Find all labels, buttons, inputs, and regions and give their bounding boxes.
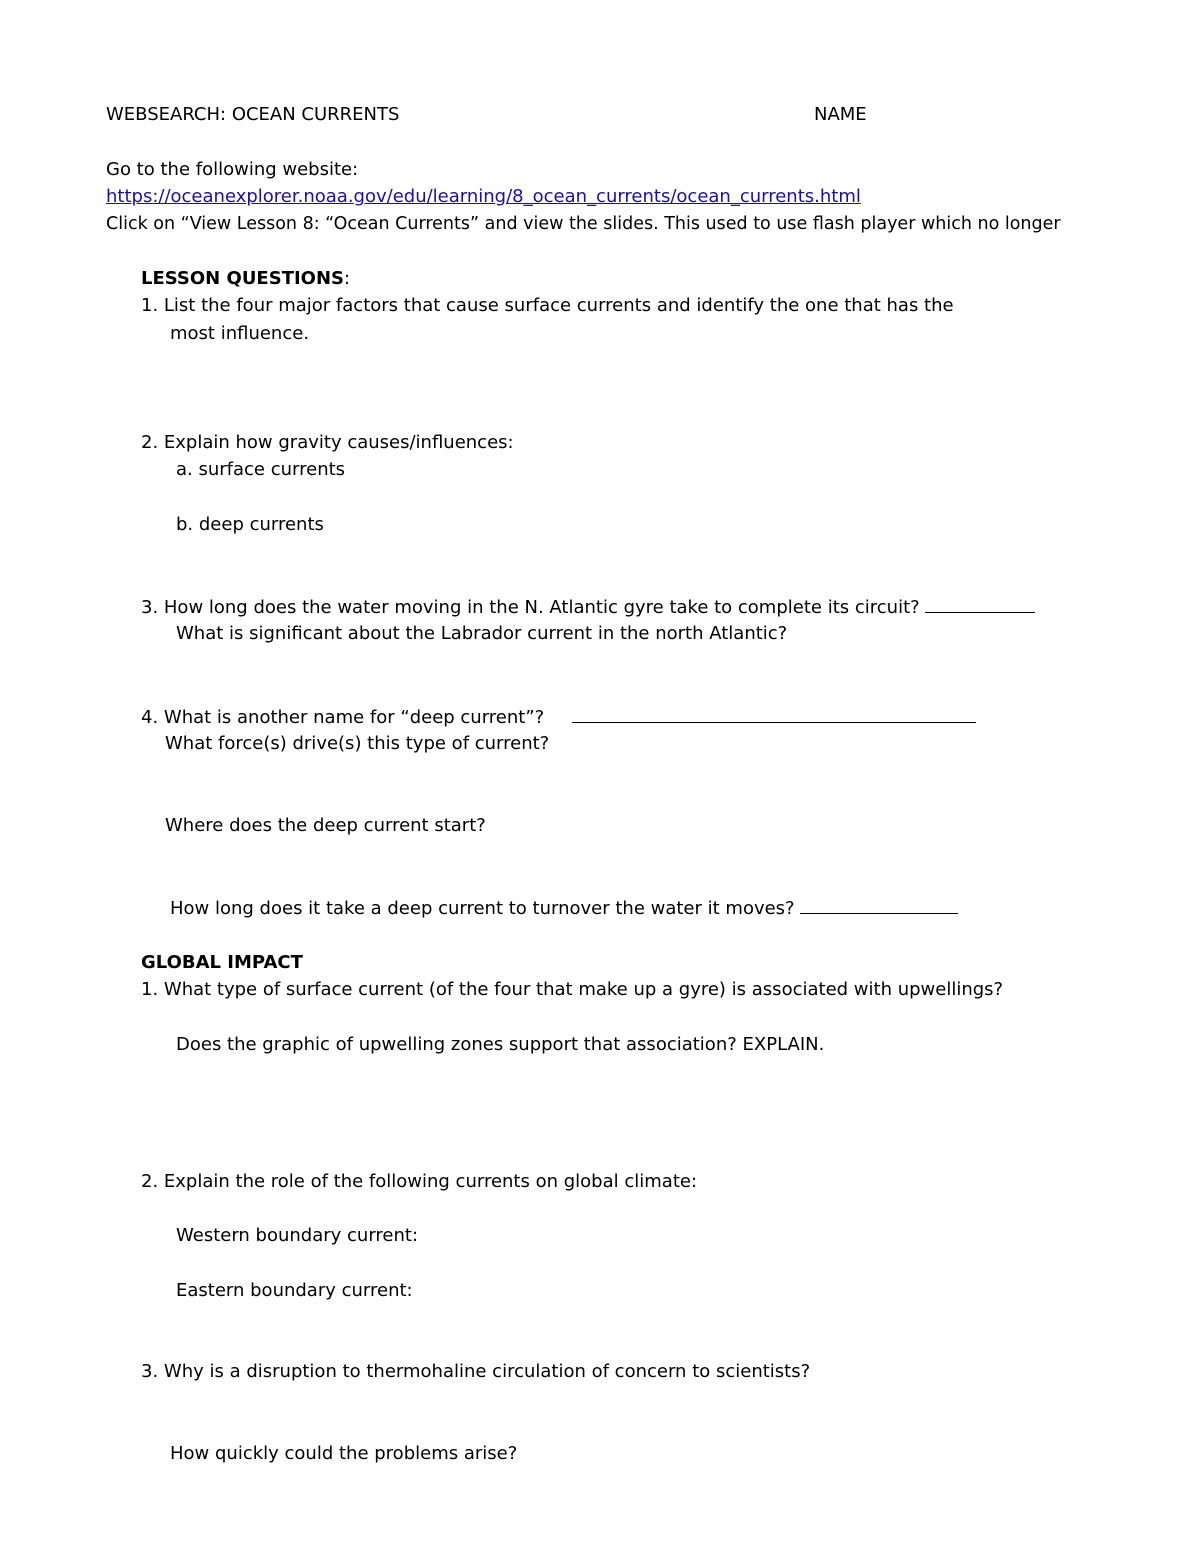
lesson-question-4: [141, 706, 976, 729]
lesson-questions-heading-text: LESSON QUESTIONS: [141, 268, 345, 289]
lesson-question-4-turnover: [170, 897, 958, 920]
lesson-question-3-text: 3. How long does the water moving in the N. Atlantic gyre take to complete its circuit?: [141, 597, 920, 618]
global-question-1-explain: Does the graphic of upwelling zones support that association? EXPLAIN.: [176, 1034, 825, 1055]
name-label: NAME: [814, 104, 867, 125]
lesson-questions-heading-colon: :: [344, 268, 351, 289]
lesson-question-1: 1. List the four major factors that cause surface currents and identify the one that has the: [141, 295, 954, 316]
lesson-question-4-turnover-text: How long does it take a deep current to turnover the water it moves?: [170, 898, 795, 919]
lesson-question-3: [141, 596, 1035, 619]
lesson-question-2a: a. surface currents: [176, 459, 346, 480]
click-instruction: Click on “View Lesson 8: “Ocean Currents” and view the slides. This used to use flash player which no longer: [106, 214, 1061, 234]
global-question-1: 1. What type of surface current (of the four that make up a gyre) is associated with upwellings?: [141, 979, 1004, 1000]
global-question-2: 2. Explain the role of the following currents on global climate:: [141, 1171, 698, 1192]
global-question-3-followup: How quickly could the problems arise?: [170, 1443, 518, 1464]
western-boundary-label: Western boundary current:: [176, 1225, 419, 1246]
goto-instruction: Go to the following website:: [106, 159, 359, 180]
lesson-question-1-cont: most influence.: [170, 323, 310, 344]
answer-blank[interactable]: [925, 596, 1035, 613]
lesson-question-2b: b. deep currents: [176, 514, 324, 535]
global-question-3: 3. Why is a disruption to thermohaline circulation of concern to scientists?: [141, 1361, 811, 1382]
lesson-question-2: 2. Explain how gravity causes/influences:: [141, 432, 514, 453]
lesson-questions-heading: [141, 268, 350, 290]
lesson-question-3-followup: What is significant about the Labrador current in the north Atlantic?: [176, 623, 788, 644]
answer-blank[interactable]: [572, 706, 976, 723]
eastern-boundary-label: Eastern boundary current:: [176, 1280, 413, 1301]
answer-blank[interactable]: [800, 897, 958, 914]
worksheet-title: WEBSEARCH: OCEAN CURRENTS: [106, 104, 400, 125]
global-impact-heading: GLOBAL IMPACT: [141, 952, 303, 973]
lesson-question-4-start: Where does the deep current start?: [165, 815, 486, 836]
lesson-question-4-force: What force(s) drive(s) this type of current?: [165, 733, 550, 754]
website-link[interactable]: https://oceanexplorer.noaa.gov/edu/learning/8_ocean_currents/ocean_currents.html: [106, 186, 861, 207]
lesson-question-4-text: 4. What is another name for “deep current”?: [141, 707, 545, 728]
